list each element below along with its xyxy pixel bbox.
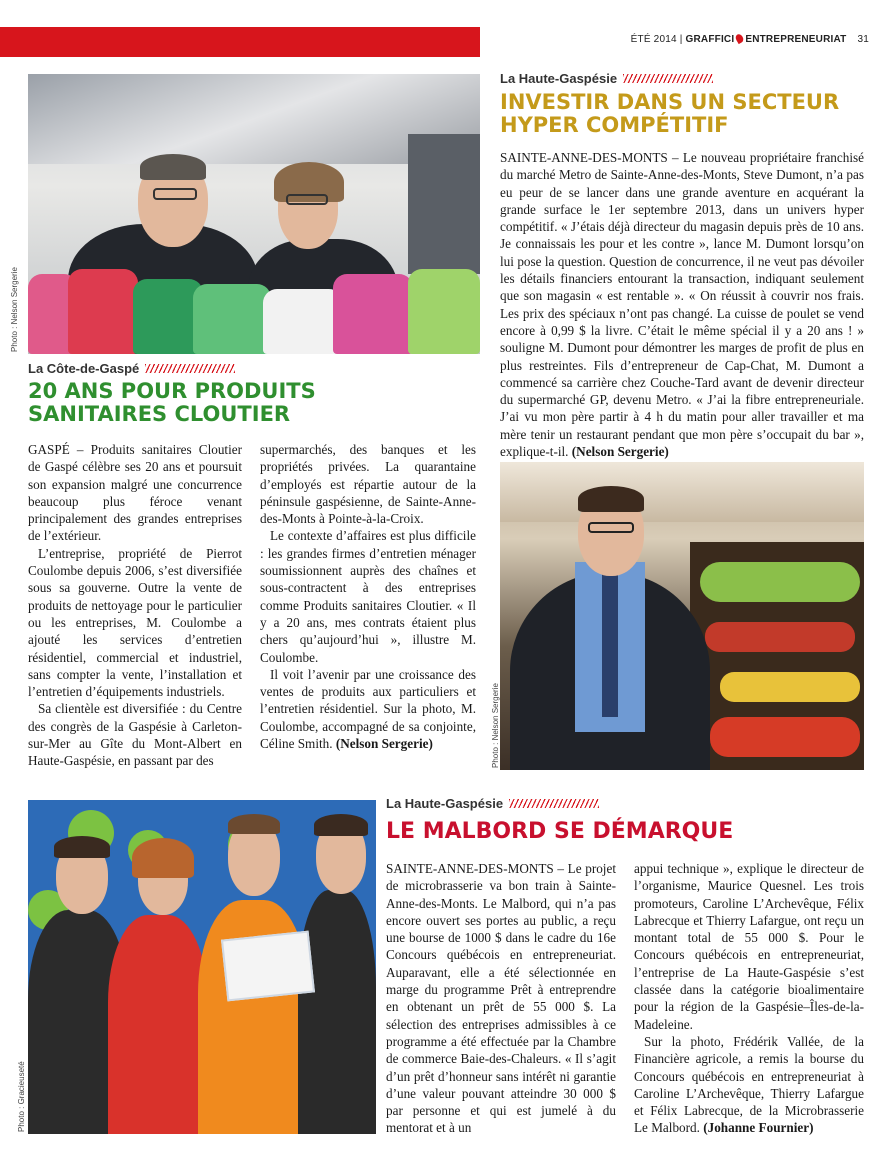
kicker-haute-gaspesie-2 — [386, 796, 599, 811]
produce-yellow-peppers — [720, 672, 860, 702]
article3-p2: appui technique », explique le directeur de l’organisme, Maurice Quesnel. Les trois promoteurs, Caroline L’Archevêque, Félix Labrecque et Thierry Lafargue, ont reçu un montant total de 55 000 $. Pour le Concours québécois en entrepreneuriat, l’entreprise de La Haute-Gaspésie s’est classée dans la catégorie bioalimentaire pour la région de la Gaspésie–Îles-de-la-Madeleine. — [634, 861, 864, 1032]
article3-title: LE MALBORD SE DÉMARQUE — [386, 819, 734, 844]
article2-p6: Il voit l’avenir par une croissance des ventes de produits aux particuliers et l’entretien résidentiel. Sur la photo, M. Coulombe, accompagné de sa conjointe, Céline Smith. — [260, 666, 476, 752]
person-woman-jacket — [108, 915, 208, 1134]
man-hair — [140, 154, 206, 180]
jug-white — [263, 289, 343, 354]
article2-p5: Le contexte d’affaires est plus difficile : les grandes firmes d’entretien ménager soumissionnent auprès des chaînes et sous-contractent à des entreprises comme Produits sanitaires Cloutier. « Il y a 20 ans, mes contrats étaient plus chers qu’aujourd’hui », illustre M. Coulombe. — [260, 528, 476, 665]
article1-title-line1: INVESTIR DANS UN SECTEUR — [500, 90, 840, 114]
hatch-decoration — [145, 364, 235, 373]
produce-red-peppers — [705, 622, 855, 652]
photo-credit-1: Photo : Nelson Sergerie — [10, 267, 19, 352]
kicker-text: La Haute-Gaspésie — [500, 71, 618, 86]
hatch-decoration — [623, 74, 713, 83]
page-header — [631, 34, 869, 45]
article2-p3: Sa clientèle est diversifiée : du Centre des congrès de la Gaspésie à Carleton-sur-Mer au Gîte du Mont-Albert en Haute-Gaspésie, en passant par des — [28, 701, 242, 769]
man-glasses — [153, 188, 197, 200]
article3-p1: SAINTE-ANNE-DES-MONTS – Le projet de microbrasserie va bon train à Sainte-Anne-des-Monts. Le Malbord, qui n’a pas encore ouvert ses portes au public, a reçu une bourse de 1000 $ dans le cadre du 16e Concours québécois en entrepreneuriat. Auparavant, elle a été sélectionnée en marge du programme Prêt à entreprendre en obtenant un prêt de 55 000 $. La sélection des entreprises admissibles à ce programme a été effectuée par la Chambre de commerce Baie-des-Chaleurs. « Il s’agit d’un prêt d’honneur sans intérêt ni garantie d’une valeur pouvant atteindre 30 000 $ par personne et qui est jumelé à du mentorat et à un — [386, 861, 616, 1136]
article1-title-line2: HYPER COMPÉTITIF — [500, 113, 729, 138]
photo-credit-3: Photo : Gracieuseté — [17, 1061, 26, 1132]
person-orange-hair — [228, 814, 280, 834]
photo-malbord-promoters — [28, 800, 376, 1134]
flame-icon — [735, 33, 746, 44]
article1-signature: (Nelson Sergerie) — [571, 444, 669, 460]
person-left-hair — [54, 836, 110, 858]
article2-col1 — [28, 441, 242, 770]
article3-signature: (Johanne Fournier) — [703, 1120, 814, 1136]
hatch-decoration — [509, 799, 599, 808]
article2-p2: L’entreprise, propriété de Pierrot Coulombe depuis 2006, s’est diversifiée sous sa gouverne. Outre la vente de produits de nettoyage pour le particulier ou les entreprises, M. Coulombe a ajouté les services d’entretien résidentiel, commercial et industriel, sans compter la vente, l’installation et l’entretien d’équipements industriels. — [28, 545, 242, 700]
booth-panel — [408, 134, 480, 274]
kicker-cote-de-gaspe — [28, 361, 235, 376]
article3-col2 — [634, 860, 864, 1137]
jug-lightgreen — [193, 284, 271, 354]
dumont-hair — [578, 486, 644, 512]
photo-credit-2: Photo : Nelson Sergerie — [491, 683, 500, 768]
woman-glasses — [286, 194, 328, 205]
article2-signature: (Nelson Sergerie) — [335, 736, 433, 752]
brand-right: ENTREPRENEURIAT — [745, 34, 847, 45]
kicker-haute-gaspesie-1 — [500, 71, 713, 86]
award-certificate — [221, 931, 315, 1002]
person-right-hair — [314, 814, 368, 836]
article2-p4: supermarchés, des banques et les propriétés privées. La quarantaine d’employés est répartie autour de la péninsule gaspésienne, de Sainte-Anne-des-Monts à Pointe-à-la-Croix. — [260, 442, 476, 527]
article2-p1: GASPÉ – Produits sanitaires Cloutier de Gaspé célèbre ses 20 ans et poursuit son expansion malgré une concurrence beaucoup plus féroce venant principalement des grandes entreprises de l’extérieur. — [28, 442, 242, 544]
person-right — [298, 890, 376, 1134]
article2-title-line1: 20 ANS POUR PRODUITS — [28, 379, 316, 403]
article1-text: SAINTE-ANNE-DES-MONTS – Le nouveau propriétaire franchisé du marché Metro de Sainte-Anne-des-Monts, Steve Dumont, n’a pas eu peur de se lancer dans une grande aventure en acquérant la grande surface le 1er septembre 2013, dans un univers hyper compétitif. « J’étais déjà directeur du magasin depuis près de 10 ans. Je connaissais les pour et les contre », lance M. Dumont lorsqu’on lui pose la question. Question de concurrence, il ne veut pas dévoiler les détails financiers entourant la transaction, indiquant seulement que son magasin « est rentable ». « On réussit à couvrir nos frais. Les prix des spéciaux n’ont pas changé. La cuisse de poulet se vend encore à 0,99 $ la livre. C’était le même spécial il y a 20 ans ! » souligne M. Dumont pour démontrer les marges de profit de plus en plus restreintes. Fils d’entrepreneur de Cap-Chat, M. Dumont a commencé sa carrière chez Couche-Tard avant de devenir directeur du supermarché GP, devenu Metro. « J’ai la fibre entrepreneuriale. J’ai vu mon père partir à 4 h du matin pour aller travailler et ma mère tenir un restaurant pendant que mon père s’occupait du bar », explique-t-il. — [500, 150, 864, 460]
issue-label: ÉTÉ 2014 | — [630, 34, 683, 45]
jug-lime — [408, 269, 480, 354]
jug-red — [68, 269, 138, 354]
photo-steve-dumont — [500, 462, 864, 770]
brand-left: GRAFFICI — [685, 34, 735, 45]
page-number: 31 — [857, 34, 869, 45]
store-ceiling — [500, 462, 864, 522]
produce-greens — [700, 562, 860, 602]
article1-title — [500, 91, 839, 137]
article2-title-line2: SANITAIRES CLOUTIER — [28, 402, 291, 427]
article3-p3: Sur la photo, Frédérik Vallée, de la Financière agricole, a remis la bourse du Concours québécois en entrepreneuriat à Caroline L’Archevêque, Thierry Lafargue et Félix Labrecque, de la Microbrasserie Le Malbord. — [634, 1033, 864, 1136]
kicker-text: La Côte-de-Gaspé — [28, 361, 140, 376]
produce-tomatoes — [710, 717, 860, 757]
article3-col1 — [386, 860, 616, 1137]
header-red-bar — [0, 27, 480, 57]
brand-logo — [686, 34, 847, 45]
article2-title — [28, 380, 316, 426]
article1-body — [500, 149, 864, 460]
jug-magenta — [333, 274, 413, 354]
man-tie — [602, 567, 618, 717]
photo-cloutier-couple — [28, 74, 480, 354]
person-woman-hair — [132, 838, 194, 878]
article2-col2 — [260, 441, 476, 752]
dumont-glasses — [588, 522, 634, 533]
kicker-text: La Haute-Gaspésie — [386, 796, 504, 811]
